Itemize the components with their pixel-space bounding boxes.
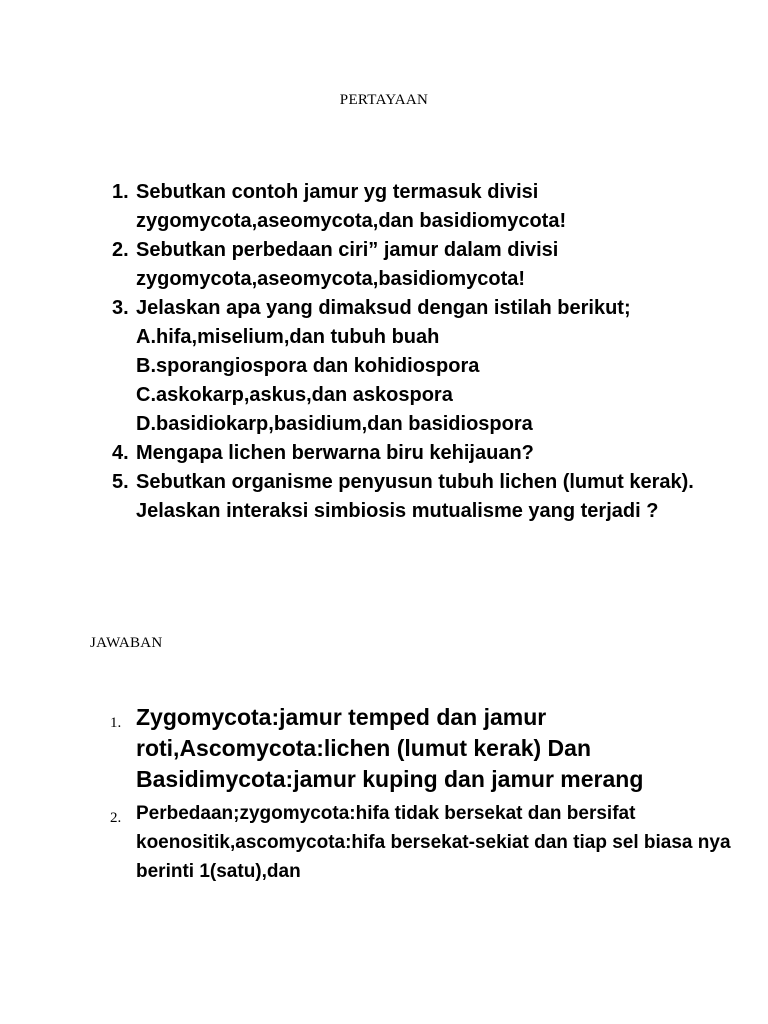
question-number: 2.: [112, 239, 129, 261]
answer-text: Perbedaan;zygomycota:hifa tidak bersekat dan bersifat koenositik,ascomycota:hifa bersekat-sekiat dan tiap sel biasa nya berinti 1(satu),dan: [136, 803, 731, 882]
question-subitem-a: A.hifa,miselium,dan tubuh buah: [136, 326, 440, 348]
question-subitem-b: B.sporangiospora dan kohidiospora: [136, 355, 480, 377]
question-text: Sebutkan organisme penyusun tubuh lichen (lumut kerak). Jelaskan interaksi simbiosis mutualisme yang terjadi ?: [136, 471, 694, 522]
answer-text: Zygomycota:jamur temped dan jamur roti,Ascomycota:lichen (lumut kerak) Dan Basidimycota:jamur kuping dan jamur merang: [136, 704, 644, 792]
question-number: 4.: [112, 442, 129, 464]
question-number: 3.: [112, 297, 129, 319]
question-item-4: [112, 439, 742, 468]
question-item-5: [112, 468, 742, 526]
question-item-2: [112, 236, 742, 294]
answer-item-1: [110, 702, 750, 795]
question-number: 1.: [112, 181, 129, 203]
answer-number: 2.: [110, 810, 122, 826]
questions-list: [112, 178, 742, 526]
questions-heading: PERTAYAAN: [339, 92, 429, 108]
answer-number: 1.: [110, 715, 122, 731]
question-subitem-c: C.askokarp,askus,dan askospora: [136, 384, 453, 406]
question-text: Mengapa lichen berwarna biru kehijauan?: [136, 442, 534, 464]
question-item-3: [112, 294, 742, 439]
question-item-1: [112, 178, 742, 236]
question-text: Sebutkan perbedaan ciri” jamur dalam divisi zygomycota,aseomycota,basidiomycota!: [136, 239, 559, 290]
answer-item-2: [110, 799, 750, 886]
question-text: Jelaskan apa yang dimaksud dengan istilah berikut;: [136, 297, 631, 319]
question-subitem-d: D.basidiokarp,basidium,dan basidiospora: [136, 413, 533, 435]
answers-heading: JAWABAN: [90, 635, 163, 651]
question-number: 5.: [112, 471, 129, 493]
answers-list: [110, 702, 750, 886]
question-text: Sebutkan contoh jamur yg termasuk divisi zygomycota,aseomycota,dan basidiomycota!: [136, 181, 567, 232]
